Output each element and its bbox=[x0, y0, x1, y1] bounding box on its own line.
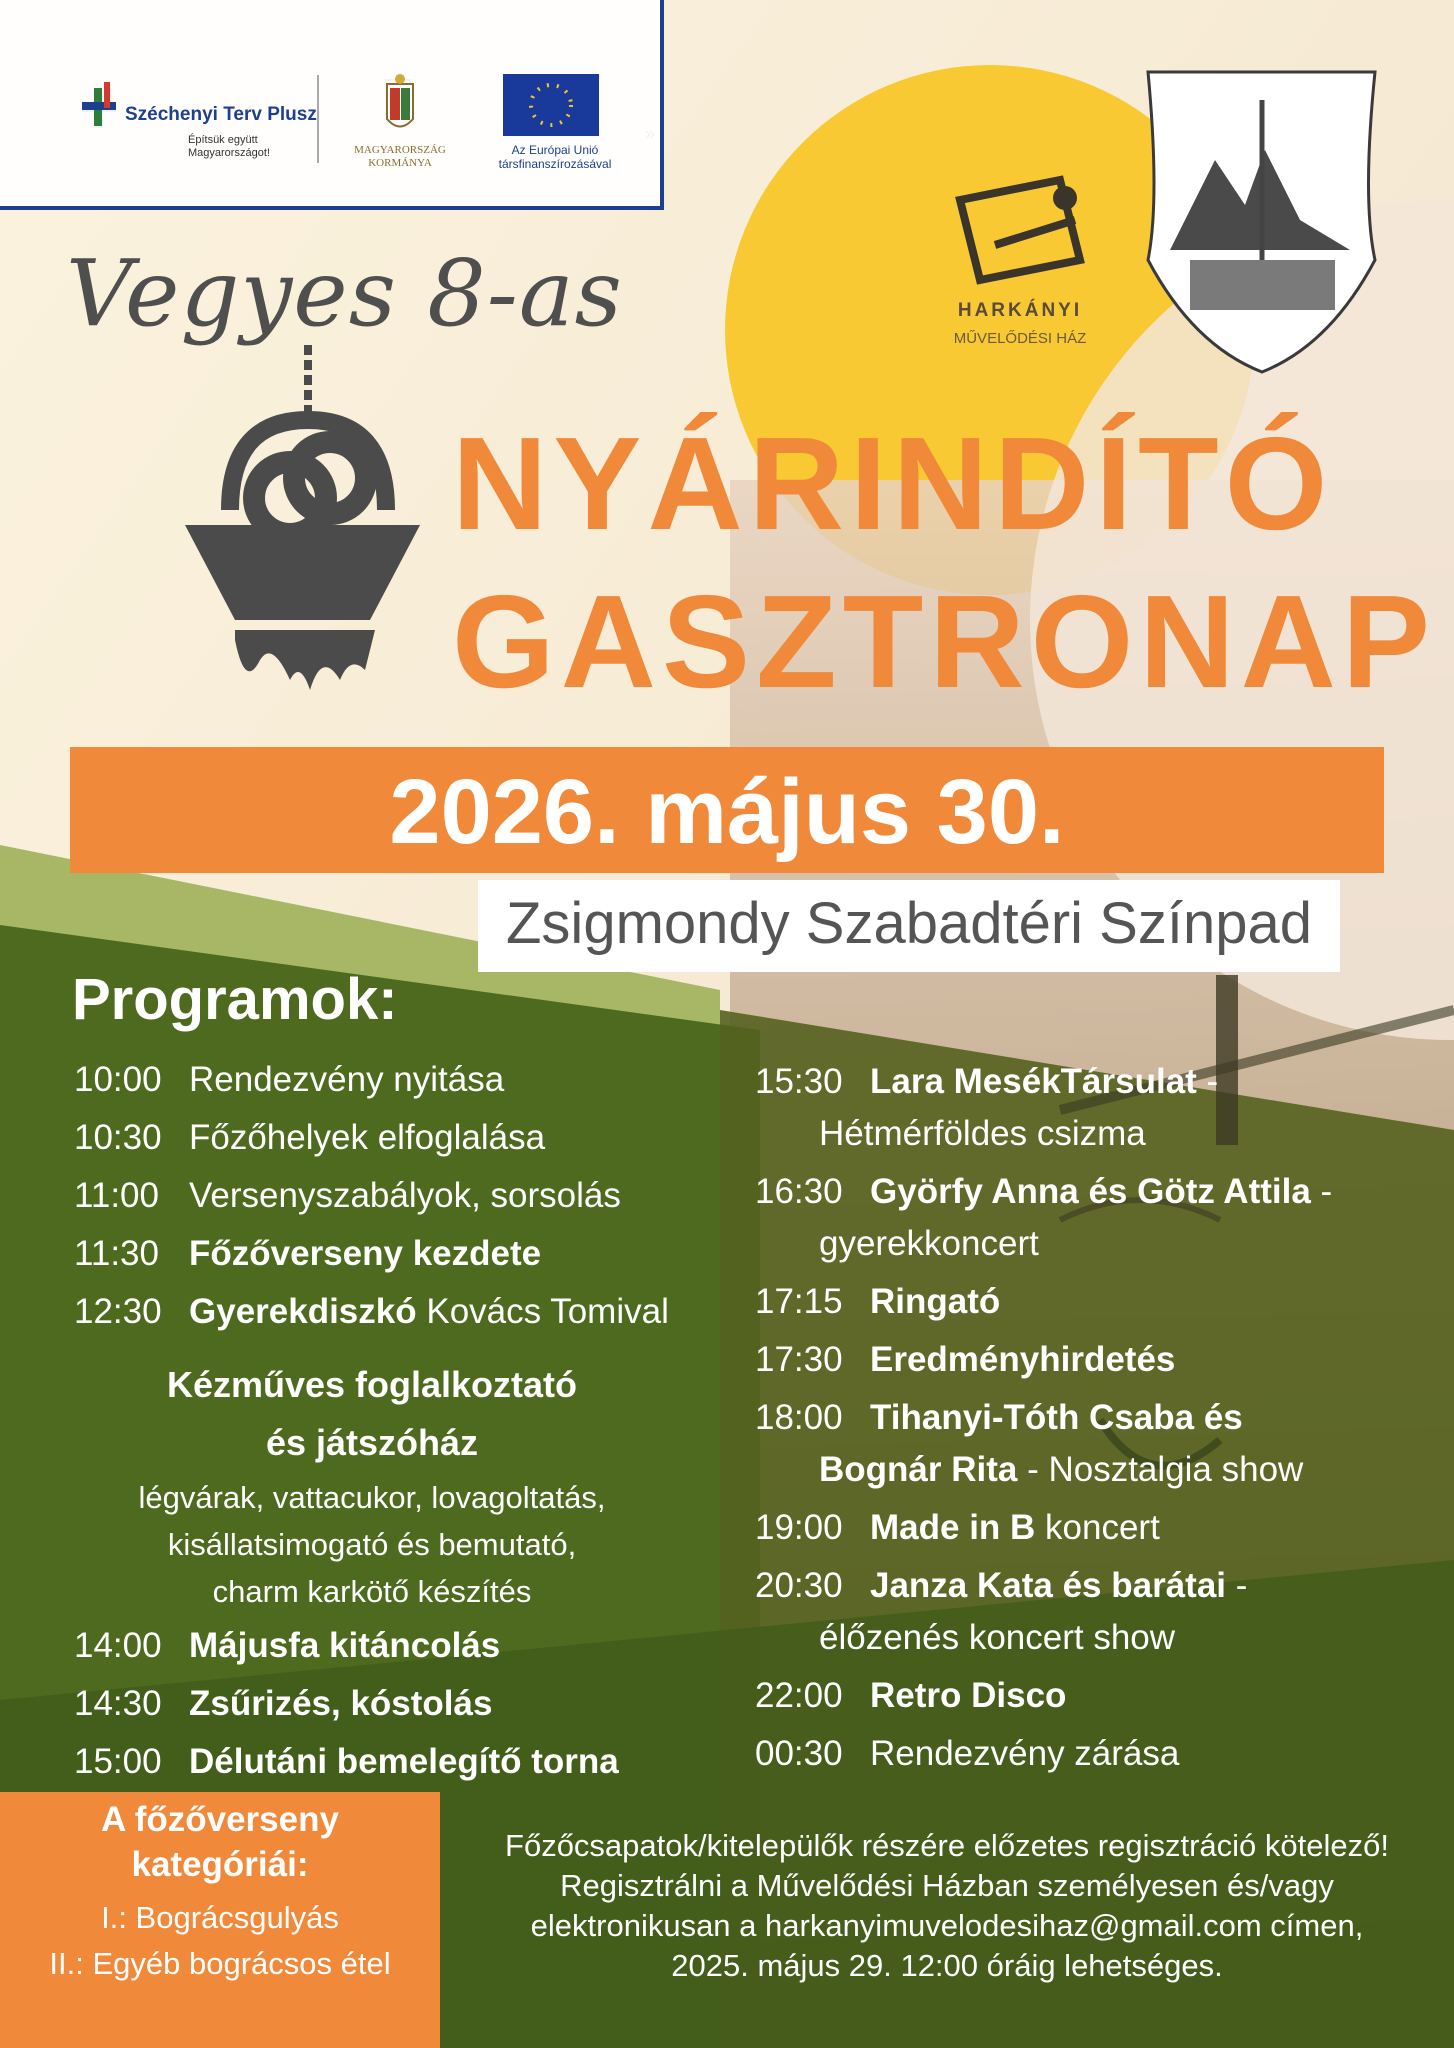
schedule-text: Rendezvény zárása bbox=[870, 1734, 1180, 1773]
event-date: 2026. május 30. bbox=[389, 761, 1065, 863]
registration-note bbox=[440, 1826, 1454, 1986]
event-venue: Zsigmondy Szabadtéri Színpad bbox=[506, 891, 1312, 956]
schedule-text: - Nosztalgia show bbox=[1017, 1450, 1304, 1489]
schedule-highlight: Gyerekdiszkó bbox=[189, 1292, 417, 1331]
schedule-text: Hétmérföldes csizma bbox=[819, 1114, 1146, 1153]
schedule-highlight: Bognár Rita bbox=[819, 1450, 1018, 1489]
schedule-time: 20:30 bbox=[755, 1566, 843, 1605]
schedule-highlight: Janza Kata és barátai bbox=[870, 1566, 1227, 1605]
schedule-text: Versenyszabályok, sorsolás bbox=[189, 1176, 621, 1215]
schedule-row bbox=[755, 1508, 1160, 1548]
schedule-row bbox=[74, 1176, 621, 1216]
schedule-row bbox=[755, 1340, 1175, 1380]
schedule-row-continuation bbox=[819, 1450, 1303, 1490]
crafts-description bbox=[72, 1474, 672, 1615]
government-crest-icon bbox=[385, 74, 415, 134]
schedule-text: Rendezvény nyitása bbox=[189, 1060, 505, 1099]
event-title-line-2: GASZTRONAP bbox=[452, 568, 1436, 715]
schedule-time: 11:00 bbox=[74, 1176, 159, 1215]
schedule-highlight: Györfy Anna és Götz Attila bbox=[870, 1172, 1311, 1211]
schedule-time: 00:30 bbox=[755, 1734, 843, 1773]
category-item-2: II.: Egyéb bográcsos étel bbox=[49, 1946, 391, 1981]
szechenyi-logo-icon bbox=[80, 82, 120, 132]
schedule-row bbox=[74, 1626, 500, 1666]
schedule-time: 11:30 bbox=[74, 1234, 159, 1273]
schedule-text: gyerekkoncert bbox=[819, 1224, 1039, 1263]
schedule-highlight: Főzőverseny kezdete bbox=[189, 1234, 542, 1273]
schedule-time: 18:00 bbox=[755, 1398, 843, 1437]
schedule-row bbox=[74, 1118, 545, 1158]
event-title-line-1: NYÁRINDÍTÓ bbox=[452, 410, 1334, 557]
schedule-highlight: Zsűrizés, kóstolás bbox=[189, 1684, 493, 1723]
schedule-highlight: Made in B bbox=[870, 1508, 1036, 1547]
schedule-highlight: Tihanyi-Tóth Csaba és bbox=[870, 1398, 1243, 1437]
schedule-time: 15:00 bbox=[74, 1742, 162, 1781]
schedule-row bbox=[755, 1734, 1179, 1774]
schedule-time: 17:30 bbox=[755, 1340, 843, 1379]
szechenyi-name: Széchenyi Terv Plusz bbox=[125, 104, 317, 125]
schedule-row bbox=[74, 1742, 619, 1782]
crafts-line-2: kisállatsimogató és bemutató, bbox=[167, 1527, 577, 1562]
schedule-text: - bbox=[1226, 1566, 1248, 1605]
schedule-time: 12:30 bbox=[74, 1292, 162, 1331]
crafts-title bbox=[72, 1356, 672, 1472]
schedule-time: 14:00 bbox=[74, 1626, 162, 1665]
eu-line-2: társfinanszírozásával bbox=[498, 157, 612, 171]
schedule-row bbox=[74, 1684, 492, 1724]
crafts-line-1: légvárak, vattacukor, lovagoltatás, bbox=[138, 1480, 606, 1515]
registration-line-1: Főzőcsapatok/kitelepülők részére előzetes regisztráció kötelező! bbox=[505, 1828, 1389, 1863]
szechenyi-slogan: Építsük együtt Magyarországot! bbox=[188, 134, 270, 159]
schedule-row bbox=[755, 1398, 1243, 1438]
registration-line-3: elektronikusan a harkanyimuvelodesihaz@gmail.com címen, bbox=[530, 1908, 1364, 1943]
crafts-title-line-2: és játszóház bbox=[265, 1422, 479, 1463]
schedule-highlight: Eredményhirdetés bbox=[870, 1340, 1176, 1379]
schedule-row bbox=[755, 1676, 1066, 1716]
schedule-time: 10:30 bbox=[74, 1118, 162, 1157]
crafts-title-line-1: Kézműves foglalkoztató bbox=[166, 1364, 578, 1405]
event-tagline: Vegyes 8-as bbox=[66, 240, 623, 347]
schedule-highlight: Lara MesékTársulat bbox=[870, 1062, 1197, 1101]
eu-line-1: Az Európai Unió bbox=[511, 143, 599, 157]
schedule-time: 17:15 bbox=[755, 1282, 843, 1321]
schedule-row bbox=[755, 1282, 1000, 1322]
eu-flag-icon bbox=[503, 74, 599, 136]
divider bbox=[317, 75, 319, 163]
schedule-text: Kovács Tomival bbox=[416, 1292, 669, 1331]
categories-title-2: kategóriái: bbox=[131, 1845, 309, 1884]
schedule-row bbox=[74, 1060, 504, 1100]
schedule-time: 10:00 bbox=[74, 1060, 162, 1099]
schedule-text: élőzenés koncert show bbox=[819, 1618, 1176, 1657]
schedule-highlight: Délutáni bemelegítő torna bbox=[189, 1742, 619, 1781]
organizer-subtitle: MŰVELŐDÉSI HÁZ bbox=[953, 330, 1087, 347]
schedule-text: Főzőhelyek elfoglalása bbox=[189, 1118, 546, 1157]
schedule-highlight: Májusfa kitáncolás bbox=[189, 1626, 501, 1665]
schedule-row-continuation bbox=[819, 1224, 1039, 1264]
government-label: MAGYARORSZÁG KORMÁNYA bbox=[354, 144, 446, 169]
category-item-1: I.: Bográcsgulyás bbox=[101, 1900, 339, 1935]
schedule-time: 19:00 bbox=[755, 1508, 843, 1547]
organizer-name: HARKÁNYI bbox=[957, 300, 1083, 321]
schedule-row bbox=[755, 1062, 1218, 1102]
categories-title-1: A főzőverseny bbox=[101, 1800, 339, 1839]
schedule-text: koncert bbox=[1035, 1508, 1160, 1547]
schedule-highlight: Ringató bbox=[870, 1282, 1001, 1321]
eu-cofinance-label bbox=[480, 143, 630, 171]
schedule-row bbox=[74, 1292, 669, 1332]
schedule-highlight: Retro Disco bbox=[870, 1676, 1067, 1715]
crafts-line-3: charm karkötő készítés bbox=[212, 1574, 532, 1609]
schedule-time: 14:30 bbox=[74, 1684, 162, 1723]
schedule-text: - bbox=[1310, 1172, 1333, 1211]
categories-title bbox=[0, 1797, 440, 1887]
registration-line-4: 2025. május 29. 12:00 óráig lehetséges. bbox=[671, 1948, 1223, 1983]
schedule-time: 22:00 bbox=[755, 1676, 843, 1715]
program-heading: Programok: bbox=[72, 967, 398, 1032]
schedule-text: - bbox=[1196, 1062, 1219, 1101]
schedule-row-continuation bbox=[819, 1618, 1175, 1658]
schedule-row bbox=[755, 1172, 1332, 1212]
schedule-row bbox=[755, 1566, 1247, 1606]
schedule-time: 16:30 bbox=[755, 1172, 843, 1211]
schedule-row bbox=[74, 1234, 541, 1274]
schedule-row-continuation bbox=[819, 1114, 1146, 1154]
schedule-time: 15:30 bbox=[755, 1062, 843, 1101]
registration-line-2: Regisztrálni a Művelődési Házban személyesen és/vagy bbox=[560, 1868, 1334, 1903]
